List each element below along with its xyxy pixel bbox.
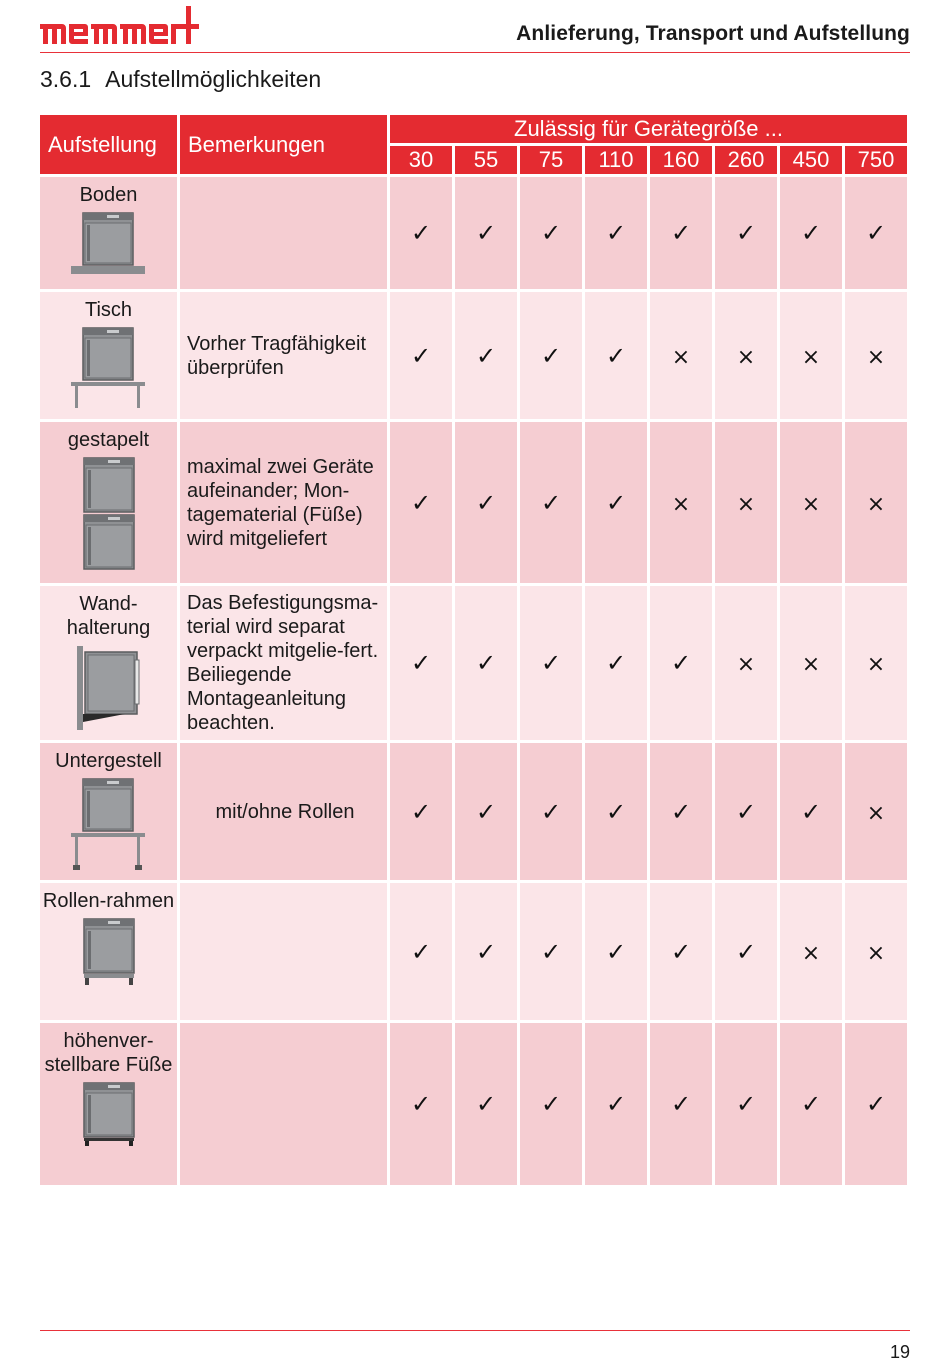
allowed-mark [780,743,842,880]
check-mark-icon: ✓ [605,341,627,370]
check-mark-icon: ✓ [410,341,432,370]
header-size-110: 110 [585,146,647,174]
allowed-mark [520,586,582,740]
section-heading [40,66,321,93]
table-row [40,743,907,880]
placement-cell [40,883,177,1020]
allowed-mark [780,292,842,419]
cross-mark-icon: × [801,344,821,370]
placement-label: Wand-halterung [66,593,151,639]
allowed-mark [585,177,647,289]
allowed-mark [780,586,842,740]
check-mark-icon: ✓ [540,797,562,826]
allowed-mark [520,743,582,880]
wall-mounted-oven-icon [69,644,149,732]
check-mark-icon: ✓ [800,797,822,826]
header-size-750: 750 [845,146,907,174]
placement-label: Rollen-rahmen [42,890,175,912]
check-mark-icon: ✓ [540,219,562,247]
chapter-title: Anlieferung, Transport und Aufstellung [516,22,910,45]
placement-cell [40,586,177,740]
allowed-mark [455,422,517,583]
allowed-mark [780,422,842,583]
check-mark-icon: ✓ [670,1090,692,1118]
check-mark-icon: ✓ [540,488,562,517]
header-divider [40,52,910,53]
table-row [40,586,907,740]
cross-mark-icon: × [866,940,886,966]
stacked-ovens-icon [79,456,139,572]
cross-mark-icon: × [866,491,886,517]
allowed-mark [455,177,517,289]
allowed-mark [520,883,582,1020]
allowed-mark [520,292,582,419]
remark-cell: Vorher Tragfähigkeit überprüfen [180,292,387,419]
allowed-mark [585,422,647,583]
remark-cell: maximal zwei Geräte aufeinander; Mon-tagematerial (Füße) wird mitgeliefert [180,422,387,583]
allowed-mark [650,292,712,419]
allowed-mark [650,743,712,880]
allowed-mark [585,883,647,1020]
memmert-logo [38,4,200,46]
check-mark-icon: ✓ [605,937,627,966]
check-mark-icon: ✓ [475,937,497,966]
allowed-mark [585,586,647,740]
allowed-mark [520,422,582,583]
check-mark-icon: ✓ [410,1090,432,1118]
allowed-mark [845,422,907,583]
check-mark-icon: ✓ [475,649,497,677]
check-mark-icon: ✓ [605,1090,627,1118]
cross-mark-icon: × [801,491,821,517]
check-mark-icon: ✓ [865,219,887,247]
allowed-mark [455,586,517,740]
placement-label: Tisch [84,299,133,321]
header-placement: Aufstellung [40,115,177,174]
placement-label: Boden [79,184,138,206]
check-mark-icon: ✓ [800,219,822,247]
placement-cell [40,422,177,583]
check-mark-icon: ✓ [735,937,757,966]
oven-adjustable-feet-icon [79,1081,139,1147]
check-mark-icon: ✓ [475,1090,497,1118]
placement-cell [40,177,177,289]
remark-cell: mit/ohne Rollen [180,743,387,880]
allowed-mark [585,743,647,880]
header-size-75: 75 [520,146,582,174]
check-mark-icon: ✓ [475,488,497,517]
header-size-160: 160 [650,146,712,174]
allowed-mark [520,1023,582,1185]
allowed-mark [390,1023,452,1185]
allowed-mark [715,586,777,740]
check-mark-icon: ✓ [410,219,432,247]
cross-mark-icon: × [736,491,756,517]
allowed-mark [845,292,907,419]
check-mark-icon: ✓ [540,1090,562,1118]
table-row [40,1023,907,1185]
section-title-text: Aufstellmöglichkeiten [105,66,322,92]
allowed-mark [455,1023,517,1185]
cross-mark-icon: × [671,491,691,517]
allowed-mark [455,743,517,880]
oven-on-roller-frame-icon [79,917,139,987]
placement-label: gestapelt [67,429,150,451]
allowed-mark [780,177,842,289]
allowed-mark [715,177,777,289]
placement-cell [40,1023,177,1185]
allowed-mark [650,422,712,583]
check-mark-icon: ✓ [605,219,627,247]
check-mark-icon: ✓ [735,1090,757,1118]
check-mark-icon: ✓ [410,488,432,517]
cross-mark-icon: × [801,652,821,677]
allowed-mark [390,743,452,880]
section-number: 3.6.1 [40,66,92,92]
allowed-mark [455,292,517,419]
cross-mark-icon: × [866,344,886,370]
allowed-mark [715,422,777,583]
check-mark-icon: ✓ [735,219,757,247]
page-number: 19 [889,1342,910,1362]
check-mark-icon: ✓ [410,937,432,966]
allowed-mark [650,177,712,289]
check-mark-icon: ✓ [540,649,562,677]
allowed-mark [390,422,452,583]
allowed-mark [585,1023,647,1185]
allowed-mark [715,292,777,419]
allowed-mark [845,1023,907,1185]
allowed-mark [715,1023,777,1185]
allowed-mark [845,743,907,880]
cross-mark-icon: × [736,344,756,370]
allowed-mark [650,586,712,740]
allowed-mark [780,1023,842,1185]
allowed-mark [650,1023,712,1185]
header-size-450: 450 [780,146,842,174]
placement-cell [40,743,177,880]
placement-cell [40,292,177,419]
allowed-mark [780,883,842,1020]
placement-label: Untergestell [55,750,162,772]
cross-mark-icon: × [801,940,821,966]
header-remarks: Bemerkungen [180,115,387,174]
check-mark-icon: ✓ [800,1090,822,1118]
oven-on-table-icon [69,326,149,410]
allowed-mark [845,883,907,1020]
cross-mark-icon: × [671,344,691,370]
header-size-260: 260 [715,146,777,174]
remark-cell [180,883,387,1020]
remark-cell: Das Befestigungsma-terial wird separat verpackt mitgelie-fert. Beiliegende Montageanleitung beachten. [180,586,387,740]
allowed-mark [715,743,777,880]
table-row [40,422,907,583]
check-mark-icon: ✓ [540,341,562,370]
header-size-30: 30 [390,146,452,174]
check-mark-icon: ✓ [410,797,432,826]
allowed-mark [715,883,777,1020]
check-mark-icon: ✓ [475,341,497,370]
check-mark-icon: ✓ [605,797,627,826]
check-mark-icon: ✓ [410,649,432,677]
table-row [40,883,907,1020]
cross-mark-icon: × [736,652,756,677]
allowed-mark [390,883,452,1020]
check-mark-icon: ✓ [670,937,692,966]
table-row [40,177,907,289]
check-mark-icon: ✓ [865,1090,887,1118]
check-mark-icon: ✓ [605,488,627,517]
check-mark-icon: ✓ [670,649,692,677]
allowed-mark [455,883,517,1020]
oven-on-floor-icon [69,211,149,277]
remark-cell [180,1023,387,1185]
placement-options-table [37,112,910,1188]
remark-cell [180,177,387,289]
allowed-mark [390,177,452,289]
placement-label: höhenver-stellbare Füße [44,1030,173,1076]
header-allowed-sizes: Zulässig für Gerätegröße ... [390,115,907,143]
check-mark-icon: ✓ [475,797,497,826]
cross-mark-icon: × [866,652,886,677]
allowed-mark [845,177,907,289]
oven-on-stand-icon [69,777,149,873]
allowed-mark [520,177,582,289]
check-mark-icon: ✓ [670,219,692,247]
check-mark-icon: ✓ [475,219,497,247]
allowed-mark [650,883,712,1020]
cross-mark-icon: × [866,800,886,826]
check-mark-icon: ✓ [540,937,562,966]
allowed-mark [390,292,452,419]
footer-divider [40,1330,910,1331]
allowed-mark [390,586,452,740]
check-mark-icon: ✓ [670,797,692,826]
check-mark-icon: ✓ [605,649,627,677]
header-size-55: 55 [455,146,517,174]
table-row [40,292,907,419]
allowed-mark [845,586,907,740]
allowed-mark [585,292,647,419]
check-mark-icon: ✓ [735,797,757,826]
